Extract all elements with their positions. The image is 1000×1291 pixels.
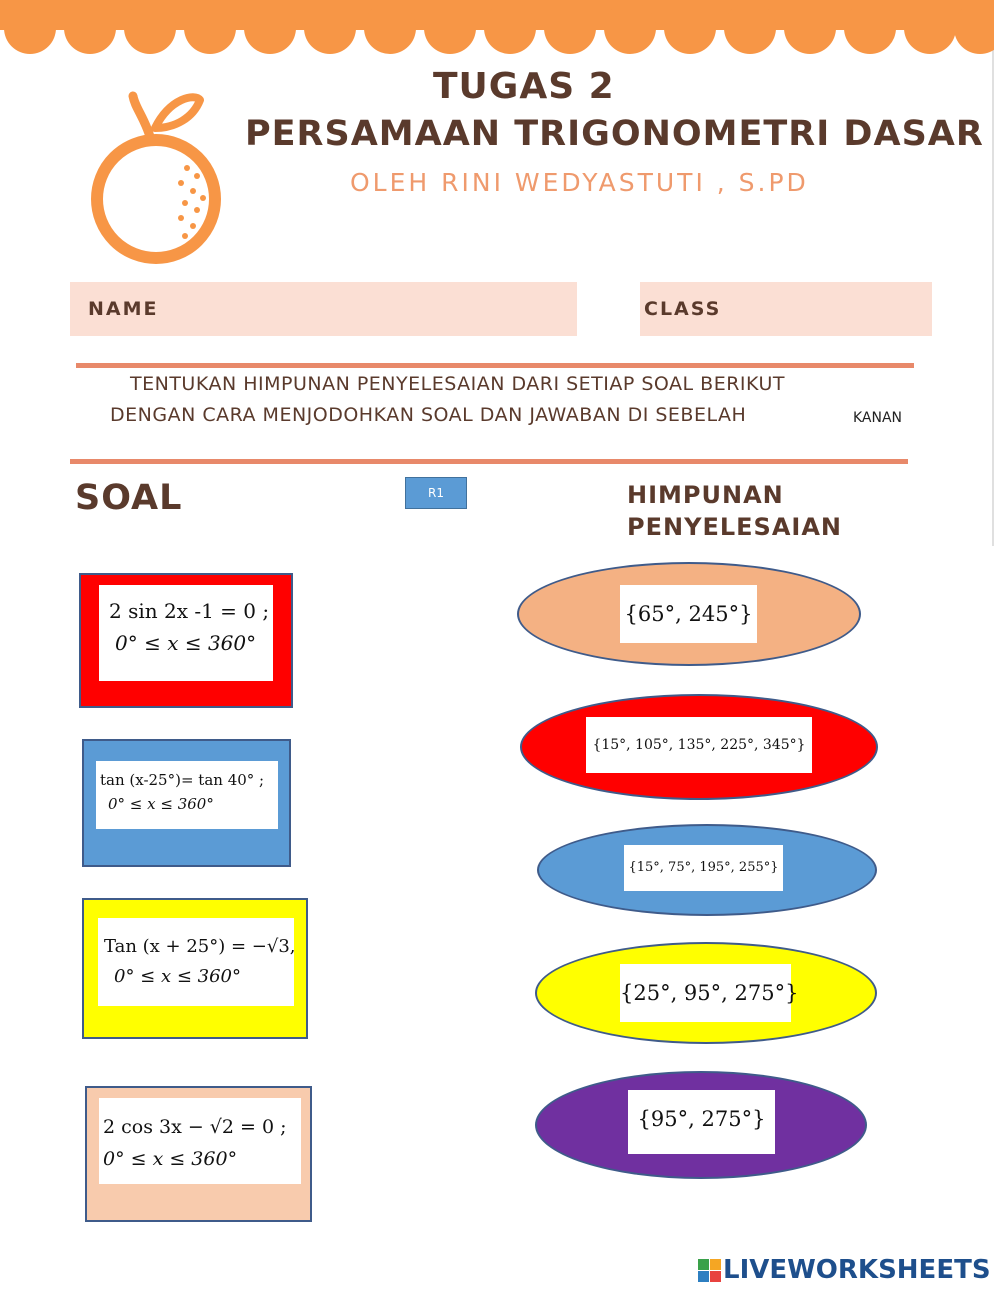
himpunan-penyelesaian-heading [627, 479, 842, 543]
question-box-4[interactable] [85, 1086, 312, 1222]
liveworksheets-icon [698, 1259, 721, 1282]
question-2-text [96, 761, 278, 829]
soal-heading: SOAL [75, 478, 183, 518]
liveworksheets-logo [698, 1255, 991, 1285]
question-3-domain: 0° ≤ x ≤ 360° [114, 966, 242, 987]
answer-2-text: {15°, 105°, 135°, 225°, 345°} [586, 717, 812, 773]
scalloped-banner [0, 0, 994, 60]
question-1-domain: 0° ≤ x ≤ 360° [115, 631, 257, 655]
question-3-text [98, 918, 294, 1006]
question-1-equation: 2 sin 2x -1 = 0 ; [109, 599, 270, 623]
orange-fruit-icon [85, 88, 230, 268]
instruction-line-2: DENGAN CARA MENJODOHKAN SOAL DAN JAWABAN DI SEBELAH [110, 404, 747, 426]
class-field[interactable] [640, 282, 932, 336]
question-3-equation: Tan (x + 25°) = −√3, [104, 936, 296, 957]
question-2-domain: 0° ≤ x ≤ 360° [108, 795, 214, 813]
instruction-line-1: TENTUKAN HIMPUNAN PENYELESAIAN DARI SETIAP SOAL BERIKUT [130, 373, 785, 395]
question-4-domain: 0° ≤ x ≤ 360° [103, 1148, 238, 1170]
name-field[interactable] [70, 282, 577, 336]
author-line: OLEH RINI WEDYASTUTI , S.PD [350, 168, 809, 197]
hp-line-2: PENYELESAIAN [627, 513, 842, 541]
answer-3-text: {15°, 75°, 195°, 255°} [624, 845, 783, 891]
answer-1-text: {65°, 245°} [620, 585, 757, 643]
title-line-2: PERSAMAAN TRIGONOMETRI DASAR [245, 114, 984, 154]
divider-top [76, 363, 914, 368]
question-1-text [99, 585, 273, 681]
question-4-equation: 2 cos 3x − √2 = 0 ; [103, 1116, 287, 1138]
question-4-text [99, 1098, 301, 1184]
answer-5-text: {95°, 275°} [628, 1090, 775, 1154]
r1-button[interactable]: R1 [405, 477, 467, 509]
instruction-line-2-tail: KANAN [853, 410, 903, 426]
answer-4-text: {25°, 95°, 275°} [620, 964, 791, 1022]
divider-bottom [70, 459, 908, 464]
name-label: NAME [88, 298, 159, 320]
question-box-1[interactable] [79, 573, 293, 708]
title-line-1: TUGAS 2 [433, 66, 615, 107]
question-box-2[interactable] [82, 739, 291, 867]
question-2-equation: tan (x-25°)= tan 40° ; [100, 771, 265, 789]
class-label: CLASS [644, 298, 722, 320]
question-box-3[interactable] [82, 898, 308, 1039]
liveworksheets-text: LIVEWORKSHEETS [723, 1255, 991, 1285]
hp-line-1: HIMPUNAN [627, 481, 784, 509]
